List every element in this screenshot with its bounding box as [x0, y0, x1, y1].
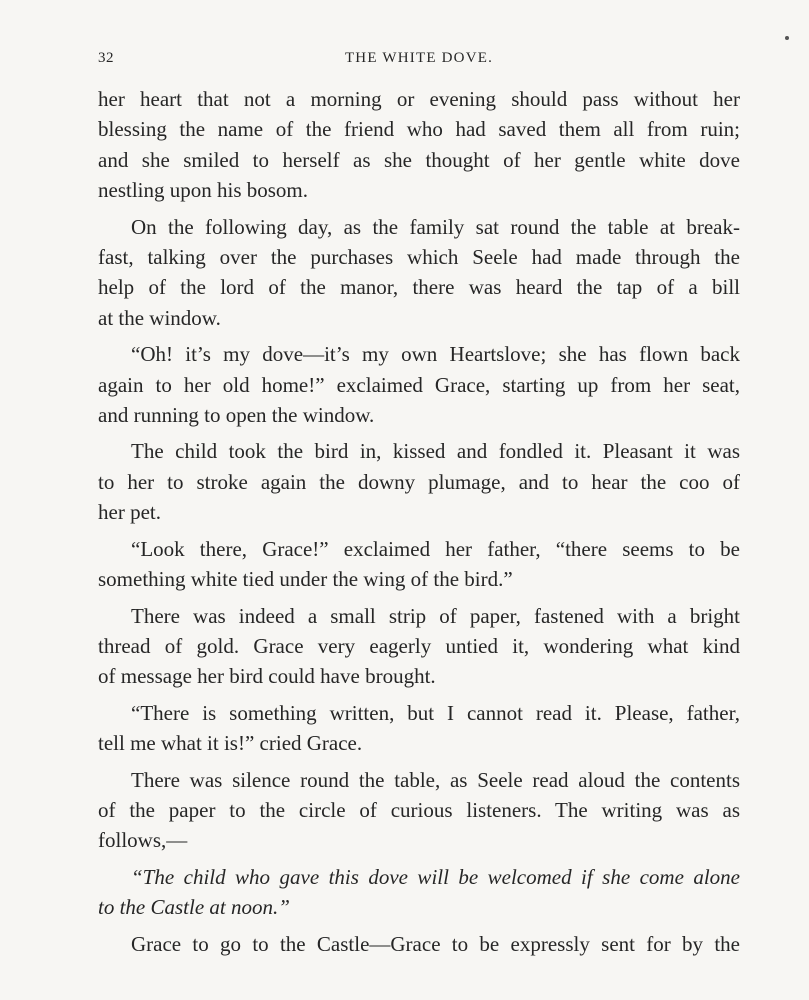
text-line: The child took the bird in, kissed and fondled it. Pleasant it was	[131, 439, 740, 464]
running-head	[98, 50, 740, 74]
text-line: fast, talking over the purchases which Seele had made through the	[98, 245, 740, 270]
paragraph	[98, 929, 740, 959]
text-line: follows,—	[98, 828, 188, 853]
text-line: There was indeed a small strip of paper, fastened with a bright	[131, 603, 740, 628]
text-line: again to her old home!” exclaimed Grace, starting up from her seat,	[98, 372, 740, 397]
text-line: to her to stroke again the downy plumage, and to hear the coo of	[98, 469, 740, 494]
paragraph	[98, 698, 740, 759]
body-text	[98, 84, 740, 959]
text-line: at the window.	[98, 305, 221, 330]
text-line: to the Castle at noon.”	[98, 895, 290, 920]
text-line: of the paper to the circle of curious listeners. The writing was as	[98, 797, 740, 822]
text-line: On the following day, as the family sat round the table at break-	[131, 214, 740, 239]
text-line: “The child who gave this dove will be welcomed if she come alone	[131, 864, 740, 889]
text-line: There was silence round the table, as Seele read aloud the contents	[131, 767, 740, 792]
text-line: something white tied under the wing of the bird.”	[98, 567, 513, 592]
text-line: help of the lord of the manor, there was heard the tap of a bill	[98, 275, 740, 300]
paragraph	[98, 601, 740, 692]
text-line: and she smiled to herself as she thought of her gentle white dove	[98, 147, 740, 172]
paragraph	[98, 339, 740, 430]
paragraph	[98, 436, 740, 527]
ink-speck	[785, 36, 789, 40]
text-line: of message her bird could have brought.	[98, 664, 436, 689]
text-line: her heart that not a morning or evening should pass without her	[98, 87, 740, 111]
text-line: and running to open the window.	[98, 403, 375, 428]
text-line: “Look there, Grace!” exclaimed her father, “there seems to be	[131, 536, 740, 561]
text-line: nestling upon his bosom.	[98, 178, 309, 203]
text-line: her pet.	[98, 500, 161, 525]
book-title: THE WHITE DOVE.	[344, 50, 494, 66]
quoted-message	[98, 862, 740, 923]
text-line: “There is something written, but I cannot read it. Please, father,	[131, 700, 740, 725]
paragraph	[98, 534, 740, 595]
paragraph	[98, 212, 740, 334]
text-line: blessing the name of the friend who had saved them all from ruin;	[98, 117, 740, 142]
text-line: “Oh! it’s my dove—it’s my own Heartslove; she has flown back	[131, 342, 740, 367]
text-line: thread of gold. Grace very eagerly untied it, wondering what kind	[98, 633, 740, 658]
text-line: Grace to go to the Castle—Grace to be expressly sent for by the	[131, 931, 740, 956]
paragraph	[98, 765, 740, 856]
text-line: tell me what it is!” cried Grace.	[98, 731, 363, 756]
page-number: 32	[98, 50, 114, 66]
paragraph	[98, 84, 740, 206]
